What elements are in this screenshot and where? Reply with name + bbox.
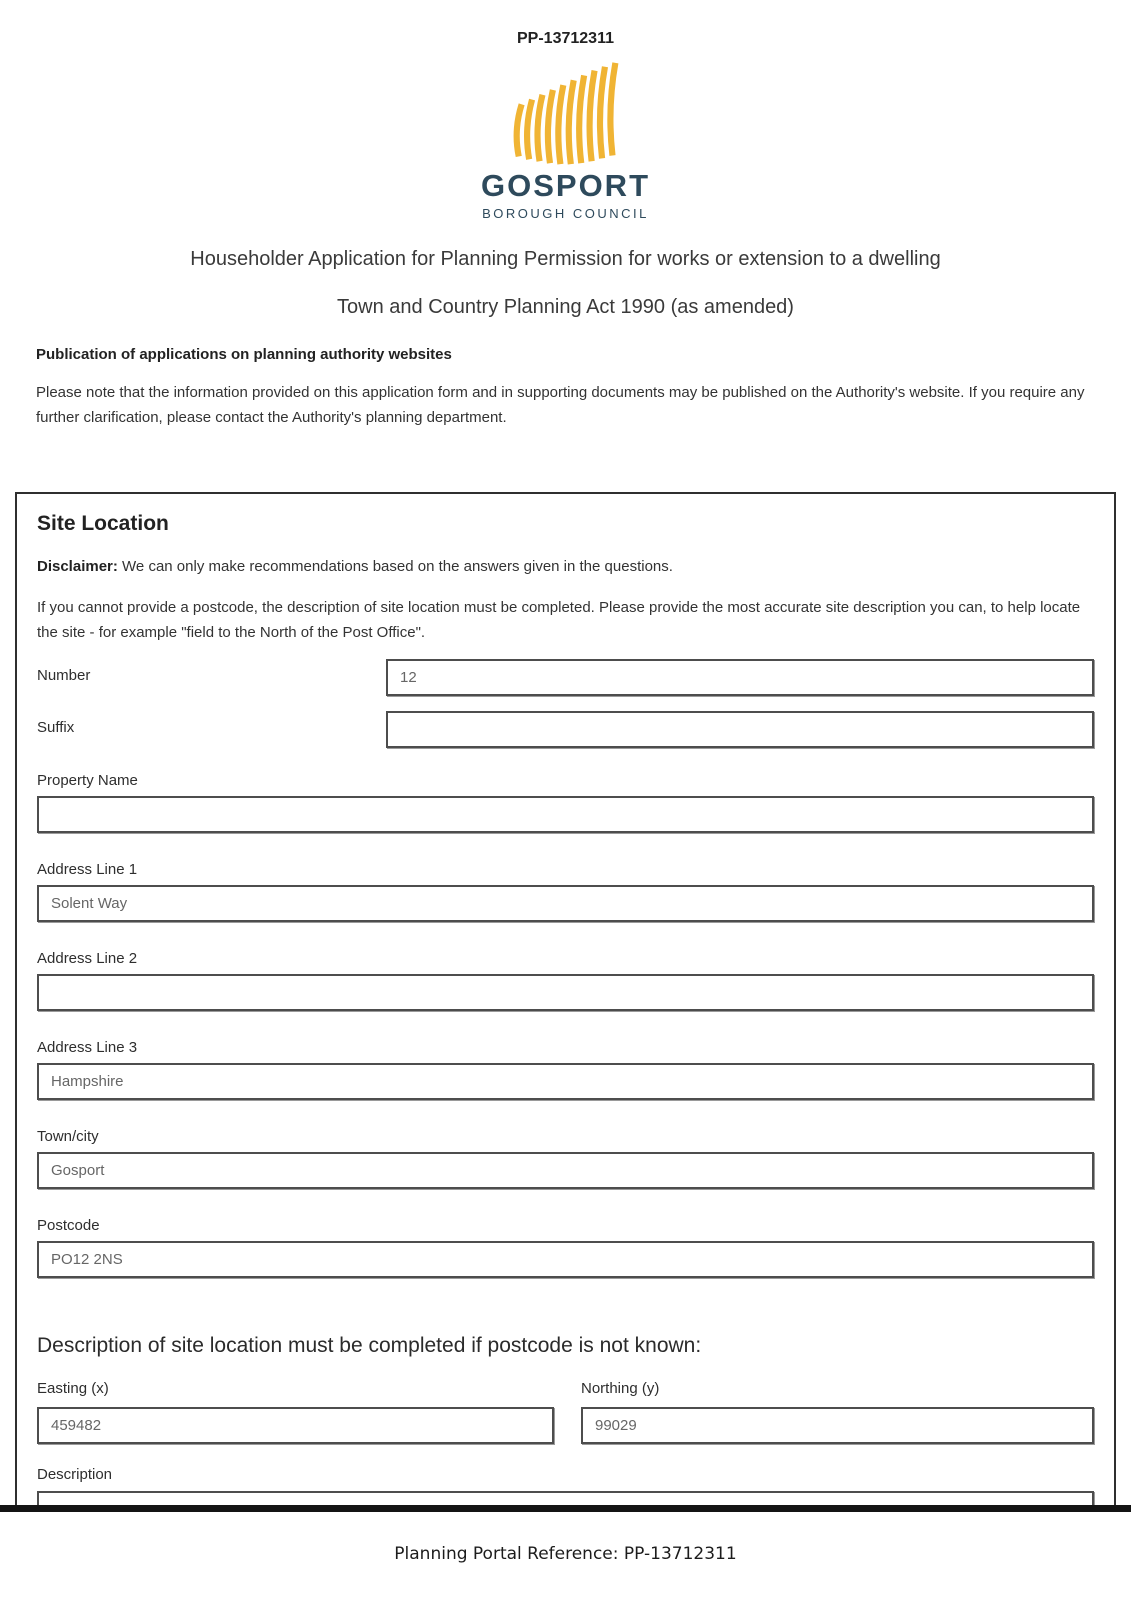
town-city-input[interactable] [37,1152,1094,1189]
address-line-3-label: Address Line 3 [37,1039,138,1056]
disclaimer-label: Disclaimer: [37,558,118,575]
easting-input[interactable] [37,1407,554,1444]
council-logo [0,60,1131,221]
disclaimer-body: We can only make recommendations based on the answers given in the questions. [122,558,673,575]
section-heading: Site Location [37,512,169,535]
site-location-section [15,492,1116,1505]
northing-label: Northing (y) [581,1380,660,1397]
easting-label: Easting (x) [37,1380,109,1397]
northing-input[interactable] [581,1407,1094,1444]
page-break-line [0,1505,1131,1512]
publication-note: Please note that the information provided on this application form and in supporting documents may be published on the Authority's website. If you require any further clarification, please contact the Authority's planning department. [36,384,1085,426]
description-required-heading: Description of site location must be completed if postcode is not known: [37,1334,702,1357]
coordinates-row [37,1380,1094,1444]
address-line-2-field [37,950,1094,1011]
address-line-2-input[interactable] [37,974,1094,1011]
property-name-input[interactable] [37,796,1094,833]
logo-title: GOSPORT [480,168,650,203]
number-label: Number [37,667,91,684]
postcode-input[interactable] [37,1241,1094,1278]
description-textarea[interactable] [37,1491,1094,1505]
town-city-label: Town/city [37,1128,99,1145]
northing-field [581,1380,1094,1444]
property-name-label: Property Name [37,772,138,789]
suffix-input[interactable] [386,711,1094,748]
postcode-instructions: If you cannot provide a postcode, the description of site location must be completed. Please provide the most accurate site description you can, to help locate the site - for example "field to the North of the Post Office". [37,599,1081,641]
address-line-2-label: Address Line 2 [37,950,138,967]
suffix-label: Suffix [37,719,75,736]
property-name-field [37,772,1094,833]
address-line-1-label: Address Line 1 [37,861,138,878]
form-title: Householder Application for Planning Permission for works or extension to a dwelling [190,248,941,270]
disclaimer-text [37,554,1094,579]
form-subtitle: Town and Country Planning Act 1990 (as amended) [337,296,794,318]
number-input-wrap [386,659,1094,696]
publication-heading: Publication of applications on planning authority websites [36,346,452,363]
description-field [37,1466,1094,1505]
suffix-input-wrap [386,711,1094,748]
number-row [37,659,1094,696]
easting-field [37,1380,554,1444]
description-label: Description [37,1466,113,1483]
gosport-sail-icon [0,60,1131,168]
address-line-1-field [37,861,1094,922]
address-line-3-input[interactable] [37,1063,1094,1100]
suffix-row [37,711,1094,748]
planning-portal-reference: Planning Portal Reference: PP-13712311 [394,1544,737,1564]
postcode-label: Postcode [37,1217,100,1234]
address-line-3-field [37,1039,1094,1100]
town-city-field [37,1128,1094,1189]
logo-subtitle: BOROUGH COUNCIL [482,206,649,221]
postcode-field [37,1217,1094,1278]
address-line-1-input[interactable] [37,885,1094,922]
document-reference: PP-13712311 [517,30,614,47]
number-input[interactable] [386,659,1094,696]
